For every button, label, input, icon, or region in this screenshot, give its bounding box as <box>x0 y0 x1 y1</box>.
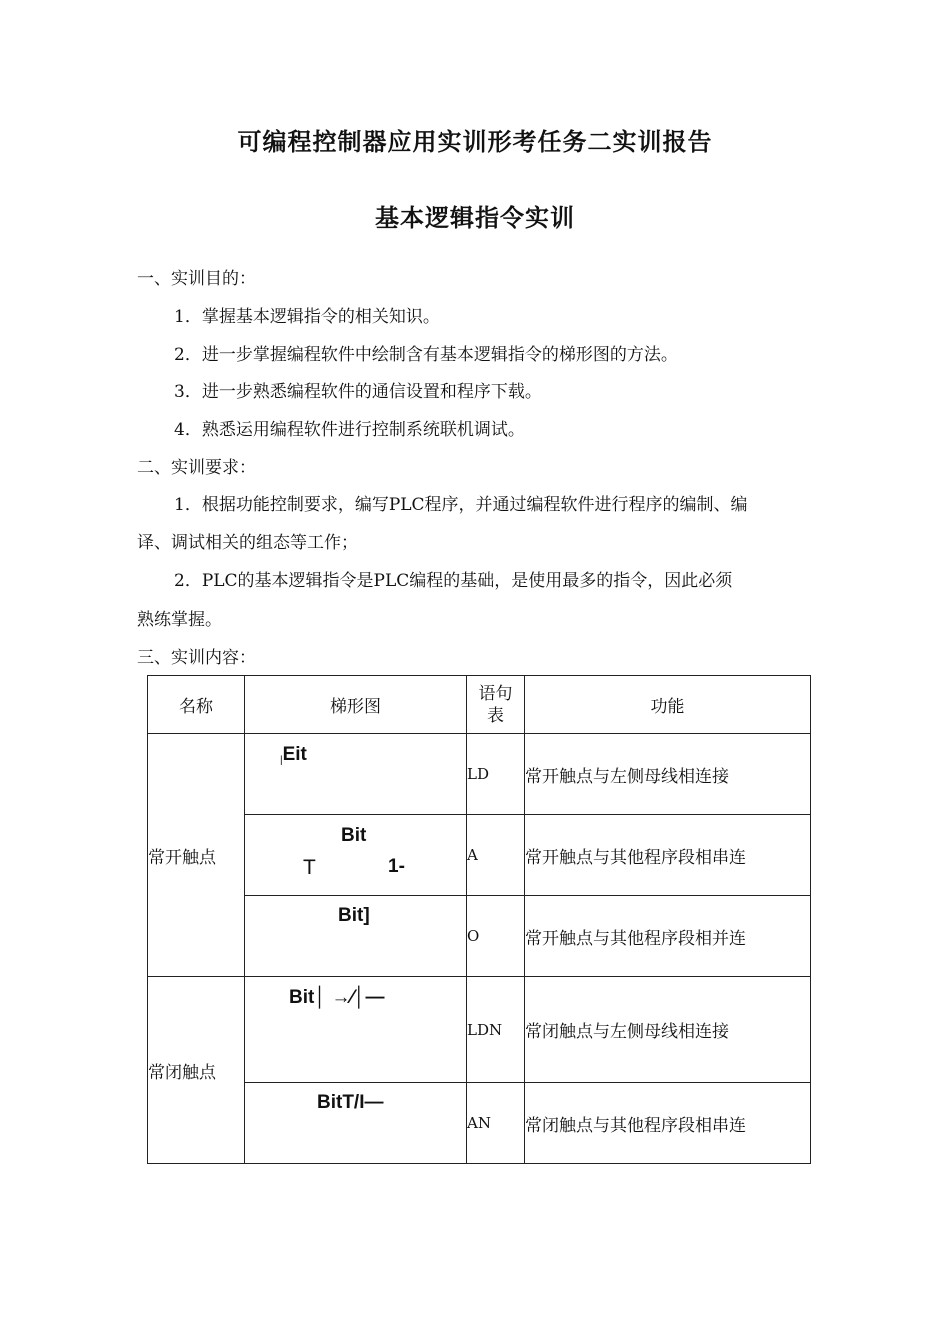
ladder-diagram-cell <box>245 734 467 815</box>
function-text: 常开触点与其他程序段相串连 <box>525 815 811 896</box>
purpose-item-3: 3．进一步熟悉编程软件的通信设置和程序下载。 <box>174 382 542 402</box>
requirement-1-line-2: 译、调试相关的组态等工作； <box>137 533 358 553</box>
statement-code: LD <box>467 734 525 815</box>
requirement-2-line-1: 2．PLC的基本逻辑指令是PLC编程的基础，是使用最多的指令，因此必须 <box>174 571 733 591</box>
function-text: 常闭触点与左侧母线相连接 <box>525 977 811 1083</box>
ladder-diagram-cell <box>245 977 467 1083</box>
statement-code: LDN <box>467 977 525 1083</box>
ladder-diagram-text: Bit] <box>338 905 370 926</box>
function-text: 常开触点与其他程序段相并连 <box>525 896 811 977</box>
requirement-1-line-1: 1．根据功能控制要求，编写PLC程序，并通过编程软件进行程序的编制、编 <box>174 495 748 515</box>
table-row <box>148 815 811 896</box>
header-statement-line-1: 语句 <box>478 683 513 704</box>
ladder-diagram-cell <box>245 896 467 977</box>
table-row <box>148 734 811 815</box>
statement-code: A <box>467 815 525 896</box>
ladder-diagram-cell <box>245 815 467 896</box>
ladder-diagram-right: 1- <box>388 856 405 877</box>
function-text: 常开触点与左侧母线相连接 <box>525 734 811 815</box>
statement-code: AN <box>467 1083 525 1164</box>
document-title: 可编程控制器应用实训形考任务二实训报告 <box>237 128 713 156</box>
ladder-diagram-text: Bit <box>341 825 367 846</box>
ladder-diagram-left: T <box>303 856 316 879</box>
instruction-table <box>147 675 811 1164</box>
ladder-label: Eit <box>282 744 307 765</box>
ladder-mark: | <box>280 755 283 766</box>
document-subtitle: 基本逻辑指令实训 <box>375 204 575 232</box>
ladder-diagram-text: BitT/I— <box>317 1092 384 1113</box>
table-row <box>148 1083 811 1164</box>
header-diagram: 梯形图 <box>245 676 467 734</box>
header-statement <box>467 676 525 734</box>
table-header-row <box>148 676 811 734</box>
requirement-2-line-2: 熟练掌握。 <box>137 610 222 630</box>
table-row <box>148 896 811 977</box>
statement-code: O <box>467 896 525 977</box>
section-heading-purpose: 一、实训目的： <box>137 269 256 289</box>
group-normally-open: 常开触点 <box>148 734 245 977</box>
ladder-diagram-text: Bit│ →⁄│— <box>289 987 385 1008</box>
purpose-item-4: 4．熟悉运用编程软件进行控制系统联机调试。 <box>174 420 525 440</box>
ladder-diagram-cell <box>245 1083 467 1164</box>
purpose-item-2: 2．进一步掌握编程软件中绘制含有基本逻辑指令的梯形图的方法。 <box>174 345 678 365</box>
header-statement-line-2: 表 <box>487 705 504 726</box>
header-function: 功能 <box>525 676 811 734</box>
purpose-item-1: 1．掌握基本逻辑指令的相关知识。 <box>174 307 440 327</box>
header-name: 名称 <box>148 676 245 734</box>
section-heading-requirements: 二、实训要求： <box>137 458 256 478</box>
function-text: 常闭触点与其他程序段相串连 <box>525 1083 811 1164</box>
ladder-diagram-text <box>280 744 307 766</box>
table-row <box>148 977 811 1083</box>
section-heading-content: 三、实训内容： <box>137 648 256 668</box>
group-normally-closed: 常闭触点 <box>148 977 245 1164</box>
